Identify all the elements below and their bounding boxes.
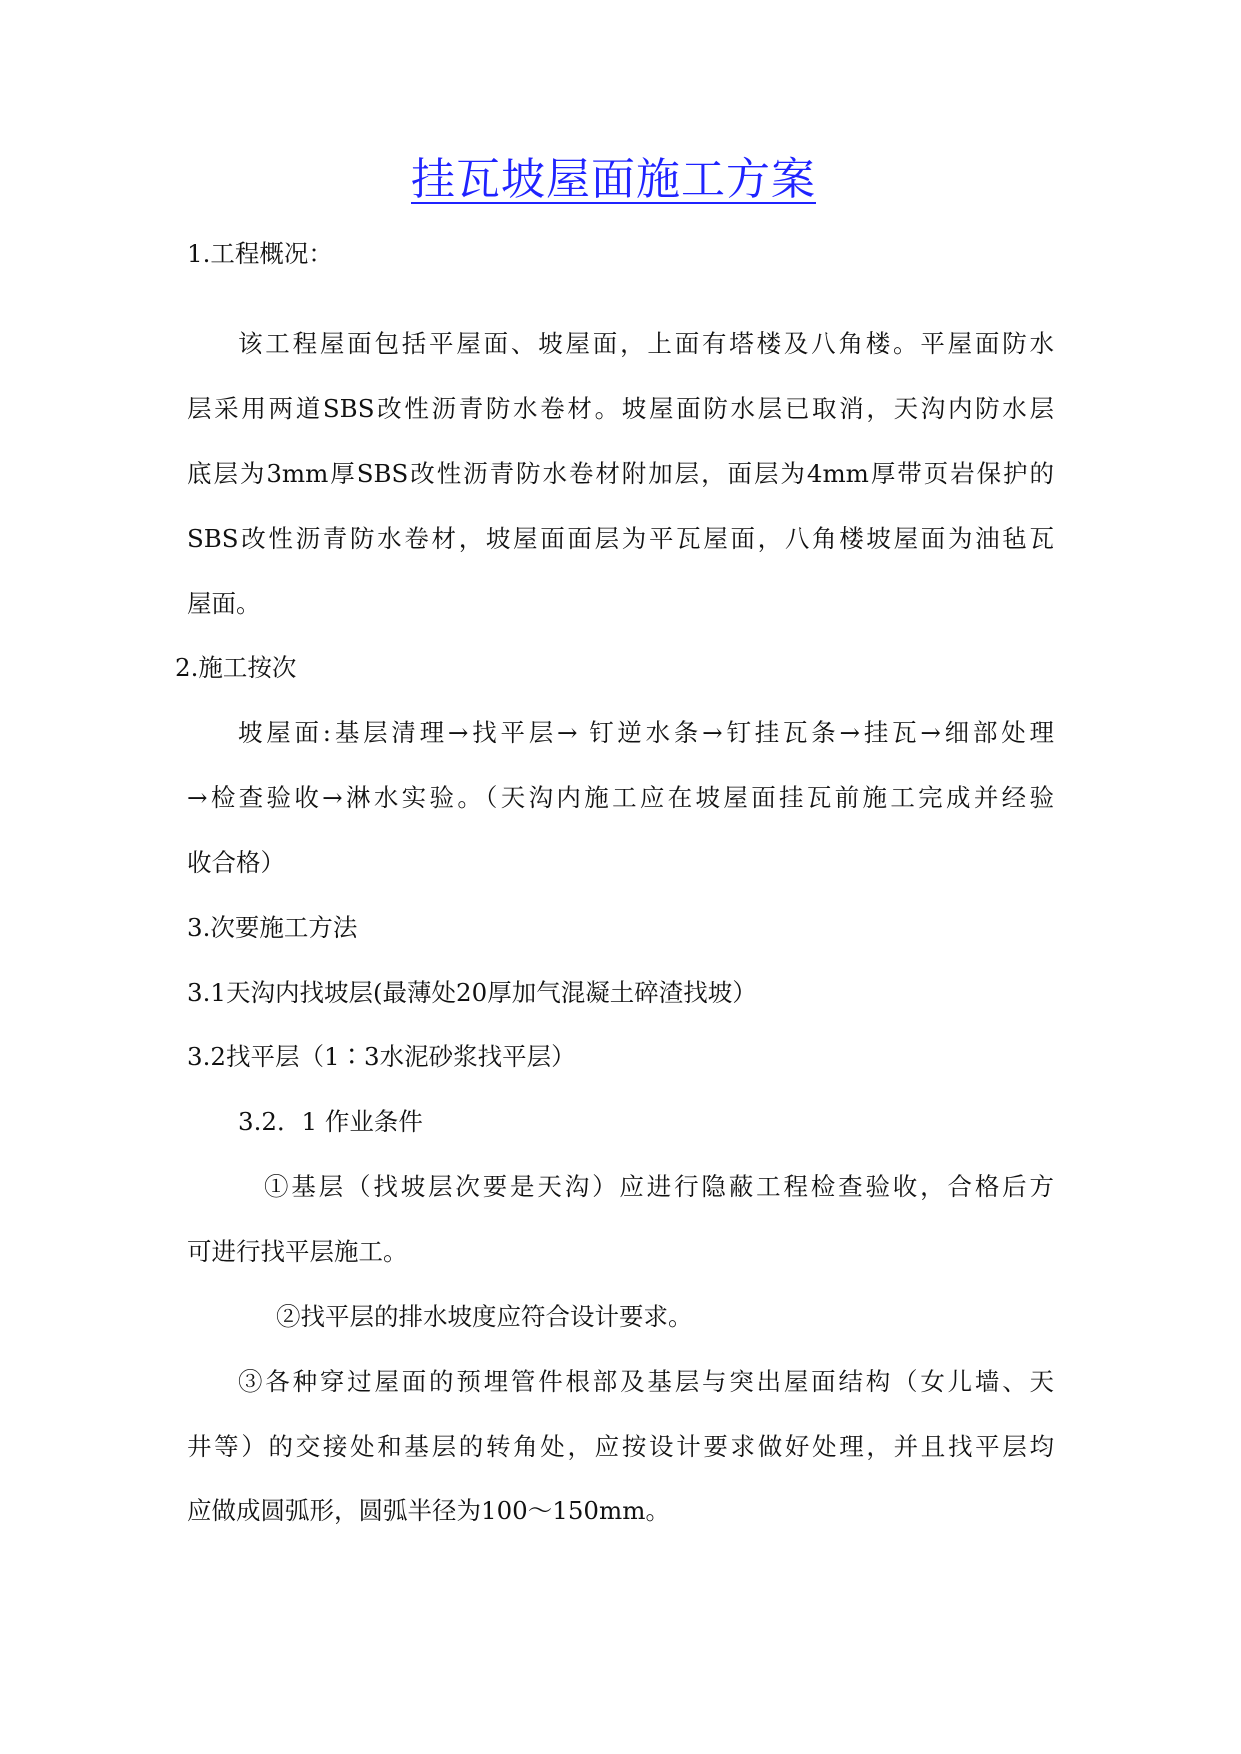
item-1-line: 可进行找平层施工。 bbox=[187, 1237, 408, 1266]
item-3-line: 应做成圆弧形，圆弧半径为100～150mm。 bbox=[187, 1496, 670, 1525]
item-2: ②找平层的排水坡度应符合设计要求。 bbox=[276, 1302, 693, 1331]
section-2-paragraph-line: 收合格） bbox=[187, 848, 285, 877]
section-1-paragraph-line: 底层为3mm厚SBS改性沥青防水卷材附加层，面层为4mm厚带页岩保护的 bbox=[187, 459, 1054, 488]
subsection-3-2-1: 3.2．1 作业条件 bbox=[238, 1107, 423, 1136]
section-3-heading: 3.次要施工方法 bbox=[187, 913, 358, 942]
item-3-line: 井等）的交接处和基层的转角处，应按设计要求做好处理，并且找平层均 bbox=[187, 1432, 1054, 1461]
section-1-paragraph-line: 该工程屋面包括平屋面、坡屋面，上面有塔楼及八角楼。平屋面防水 bbox=[238, 329, 1054, 358]
subsection-3-2: 3.2找平层（1∶3水泥砂浆找平层） bbox=[187, 1042, 576, 1071]
subsection-3-1: 3.1天沟内找坡层(最薄处20厚加气混凝土碎渣找坡） bbox=[187, 978, 757, 1007]
document-title bbox=[0, 150, 1241, 210]
item-1-line: ①基层（找坡层次要是天沟）应进行隐蔽工程检查验收，合格后方 bbox=[264, 1172, 1054, 1201]
section-2-heading: 2.施工按次 bbox=[175, 653, 297, 682]
section-1-paragraph-line: 层采用两道SBS改性沥青防水卷材。坡屋面防水层已取消，天沟内防水层 bbox=[187, 394, 1054, 423]
section-1-heading: 1.工程概况： bbox=[187, 239, 333, 268]
item-3-line: ③各种穿过屋面的预埋管件根部及基层与突出屋面结构（女儿墙、天 bbox=[238, 1367, 1054, 1396]
section-1-paragraph-line: SBS改性沥青防水卷材，坡屋面面层为平瓦屋面，八角楼坡屋面为油毡瓦 bbox=[187, 524, 1054, 553]
section-1-paragraph-line: 屋面。 bbox=[187, 589, 261, 618]
section-2-paragraph-line: →检查验收→淋水实验。（天沟内施工应在坡屋面挂瓦前施工完成并经验 bbox=[187, 783, 1054, 812]
document-title-text: 挂瓦坡屋面施工方案 bbox=[411, 154, 816, 205]
section-2-paragraph-line: 坡屋面:基层清理→找平层→ 钉逆水条→钉挂瓦条→挂瓦→细部处理 bbox=[238, 718, 1054, 747]
